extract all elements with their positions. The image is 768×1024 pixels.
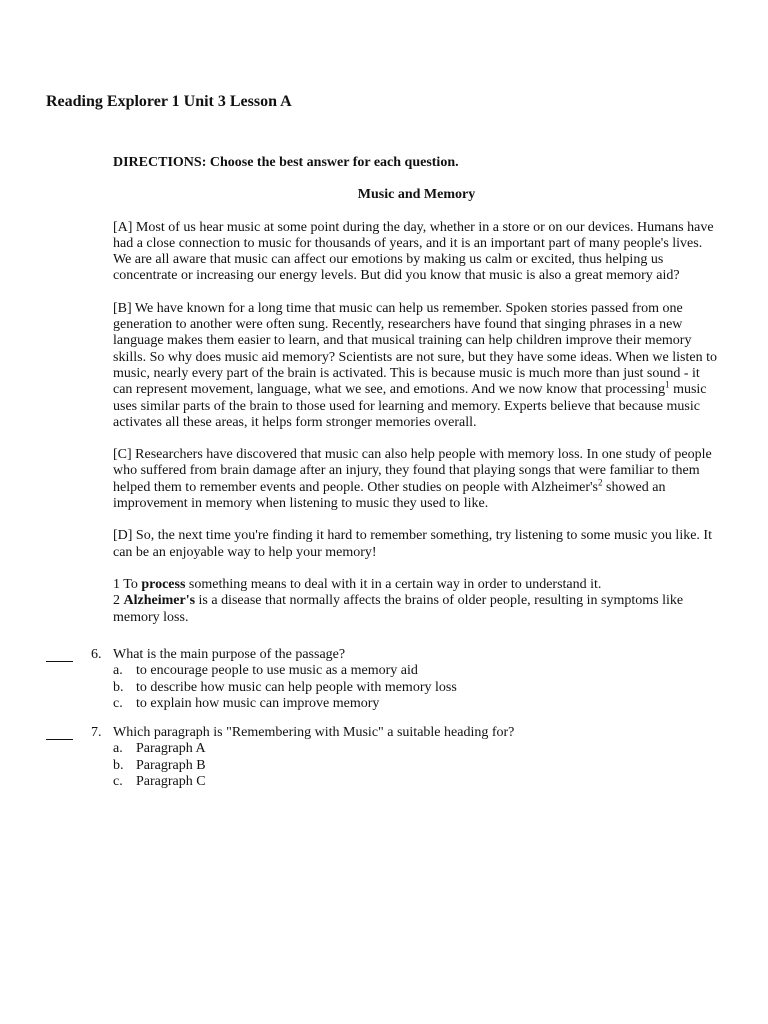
option-text: Paragraph B (136, 757, 206, 773)
footnote-1 (113, 577, 720, 593)
footnote-1-term: process (141, 576, 186, 592)
footnote-2-term: Alzheimer's (123, 593, 196, 609)
option-letter: a. (113, 741, 123, 757)
paragraph-c-text-2: showed an improvement in memory when listening to music they used to like. (113, 479, 666, 512)
question-number: 6. (91, 647, 102, 662)
option-a[interactable] (113, 663, 457, 679)
option-letter: a. (113, 663, 123, 679)
option-c[interactable] (113, 696, 457, 712)
directions: DIRECTIONS: Choose the best answer for each question. (113, 155, 459, 170)
option-letter: c. (113, 695, 123, 711)
option-text: to encourage people to use music as a memory aid (136, 663, 418, 679)
option-b[interactable] (113, 680, 457, 696)
footnote-1-text: something means to deal with it in a certain way in order to understand it. (185, 576, 602, 592)
answer-options (113, 663, 457, 712)
option-text: to describe how music can help people with memory loss (136, 679, 457, 695)
footnote-2 (113, 593, 720, 626)
option-letter: b. (113, 679, 124, 695)
footnote-2-num: 2 (113, 593, 124, 609)
question-text: Which paragraph is "Remembering with Music" a suitable heading for? (113, 725, 515, 740)
paragraph-c-text-1: [C] Researchers have discovered that music can also help people with memory loss. In one study of people who suffered from brain damage after an injury, they found that playing songs that were familiar to them helped them to remember events and people. Other studies on people with Alzheimer's (113, 447, 712, 495)
passage-title: Music and Memory (357, 187, 476, 203)
answer-blank[interactable] (46, 725, 73, 740)
option-letter: b. (113, 757, 124, 773)
option-text: Paragraph A (136, 741, 206, 757)
paragraph-d: [D] So, the next time you're finding it hard to remember something, try listening to some music you like. It can be an enjoyable way to help your memory! (113, 528, 712, 560)
question-number: 7. (91, 725, 102, 740)
option-text: Paragraph C (136, 773, 206, 789)
option-a[interactable] (113, 741, 206, 757)
paragraph-b (113, 301, 720, 431)
option-c[interactable] (113, 774, 206, 790)
option-text: to explain how music can improve memory (136, 695, 380, 711)
option-b[interactable] (113, 758, 206, 774)
paragraph-b-text-1: [B] We have known for a long time that music can help us remember. Spoken stories passed from one generation to another were often sung. Recently, researchers have found that singing phrases in a new language makes them easier to learn, and that musical training can help children improve their memory skills. So why does music aid memory? Scientists are not sure, but they have some ideas. When we listen to music, nearly every part of the brain is activated. This is because music is much more than just sound - it can represent movement, language, what we see, and emotions. And we now know that processing (113, 300, 717, 398)
footnote-2-text: is a disease that normally affects the brains of older people, resulting in symptoms like memory loss. (113, 593, 684, 625)
option-letter: c. (113, 773, 123, 789)
paragraph-b-text-2: music uses similar parts of the brain to those used for learning and memory. Experts believe that because music activates all these areas, it helps form stronger memories overall. (113, 382, 707, 430)
paragraph-a: [A] Most of us hear music at some point during the day, whether in a store or on our devices. Humans have had a close connection to music for thousands of years, and it is an important part of many people's lives. We are all aware that music can affect our emotions by making us calm or excited, thus helping us concentrate or increasing our energy levels. But did you know that music is also a great memory aid? (113, 219, 714, 284)
footnotes (113, 577, 720, 626)
footnote-ref-1: 1 (665, 379, 670, 390)
footnote-1-num: 1 To (113, 576, 142, 592)
passage-content (113, 155, 720, 626)
paragraph-c (113, 447, 720, 512)
footnote-ref-2: 2 (598, 477, 603, 488)
question-text: What is the main purpose of the passage? (113, 647, 346, 662)
answer-blank[interactable] (46, 647, 73, 662)
document-title: Reading Explorer 1 Unit 3 Lesson A (46, 93, 292, 110)
answer-options (113, 741, 206, 790)
